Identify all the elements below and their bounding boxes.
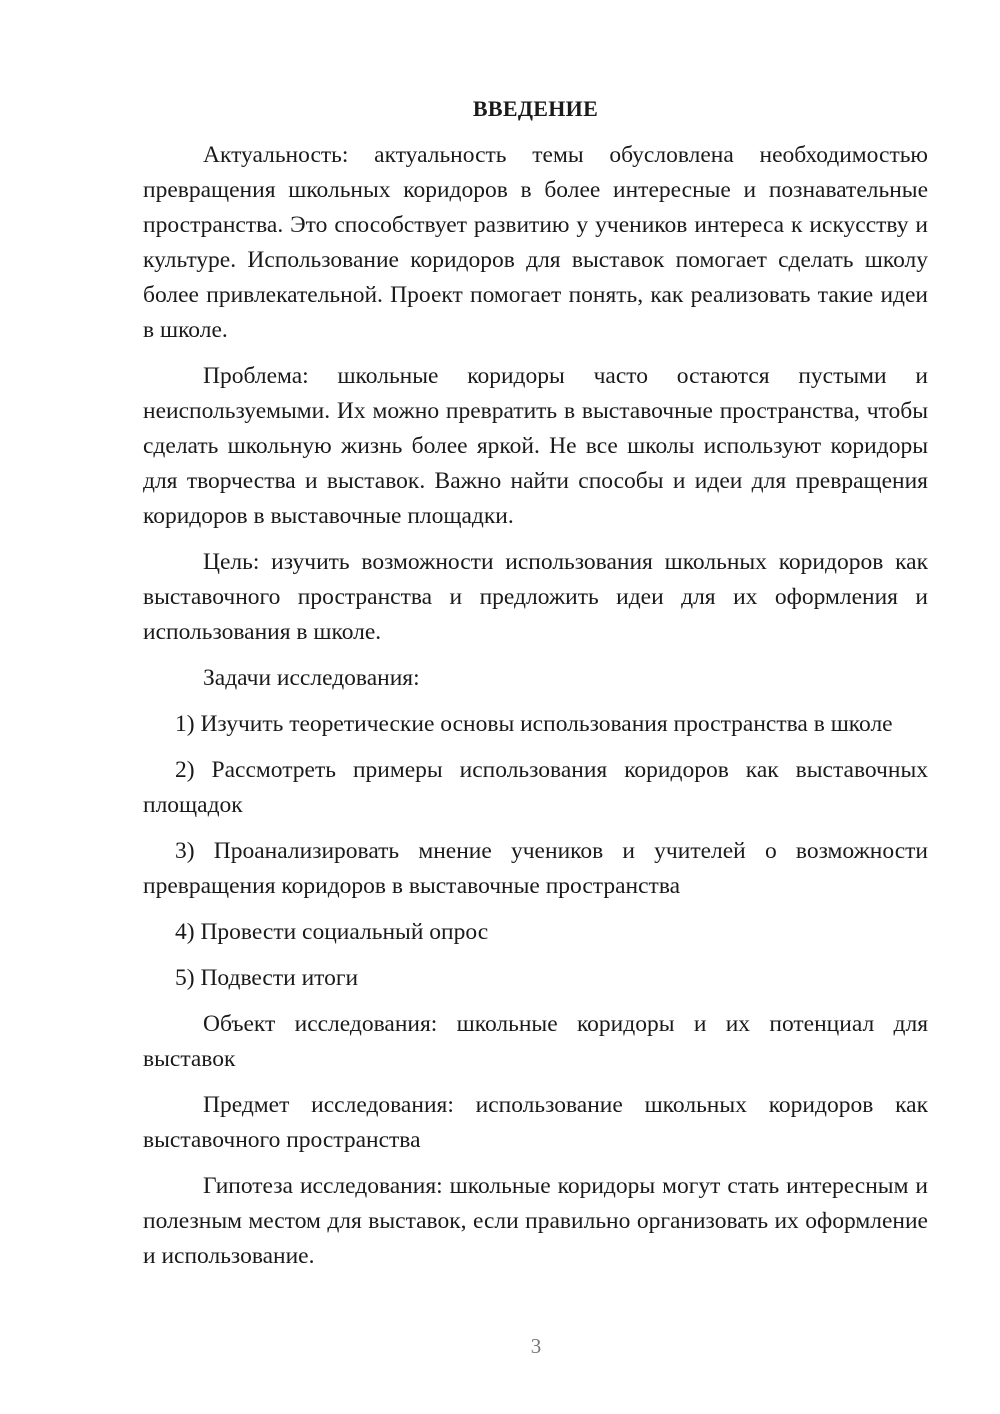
relevance-paragraph: Актуальность: актуальность темы обусловлена необходимостью превращения школьных коридоров в более интересные и познавательные пространства. Это способствует развитию у учеников интереса к искусству и культуре. Использование коридоров для выставок помогает сделать школу более привлекательной. Проект помогает понять, как реализовать такие идеи в школе. bbox=[143, 142, 928, 343]
section-title: ВВЕДЕНИЕ bbox=[472, 96, 599, 121]
page-content bbox=[143, 94, 928, 1285]
page-number: 3 bbox=[530, 1334, 542, 1358]
goal-paragraph: Цель: изучить возможности использования школьных коридоров как выставочного пространства и предложить идеи для их оформления и использования в школе. bbox=[143, 549, 928, 645]
task-item-5: 5) Подвести итоги bbox=[175, 965, 359, 991]
subject-paragraph: Предмет исследования: использование школьных коридоров как выставочного пространства bbox=[143, 1092, 928, 1153]
problem-paragraph: Проблема: школьные коридоры часто остаются пустыми и неиспользуемыми. Их можно превратить в выставочные пространства, чтобы сделать школьную жизнь более яркой. Не все школы используют коридоры для творчества и выставок. Важно найти способы и идеи для превращения коридоров в выставочные площадки. bbox=[143, 363, 928, 529]
object-paragraph: Объект исследования: школьные коридоры и их потенциал для выставок bbox=[143, 1011, 928, 1072]
task-item-2: 2) Рассмотреть примеры использования коридоров как выставочных площадок bbox=[143, 757, 928, 818]
hypothesis-paragraph: Гипотеза исследования: школьные коридоры могут стать интересным и полезным местом для выставок, если правильно организовать их оформление и использование. bbox=[143, 1173, 928, 1269]
tasks-heading: Задачи исследования: bbox=[203, 665, 420, 691]
task-item-3: 3) Проанализировать мнение учеников и учителей о возможности превращения коридоров в выставочные пространства bbox=[143, 838, 928, 899]
task-item-4: 4) Провести социальный опрос bbox=[175, 919, 489, 945]
task-item-1: 1) Изучить теоретические основы использования пространства в школе bbox=[175, 711, 893, 737]
